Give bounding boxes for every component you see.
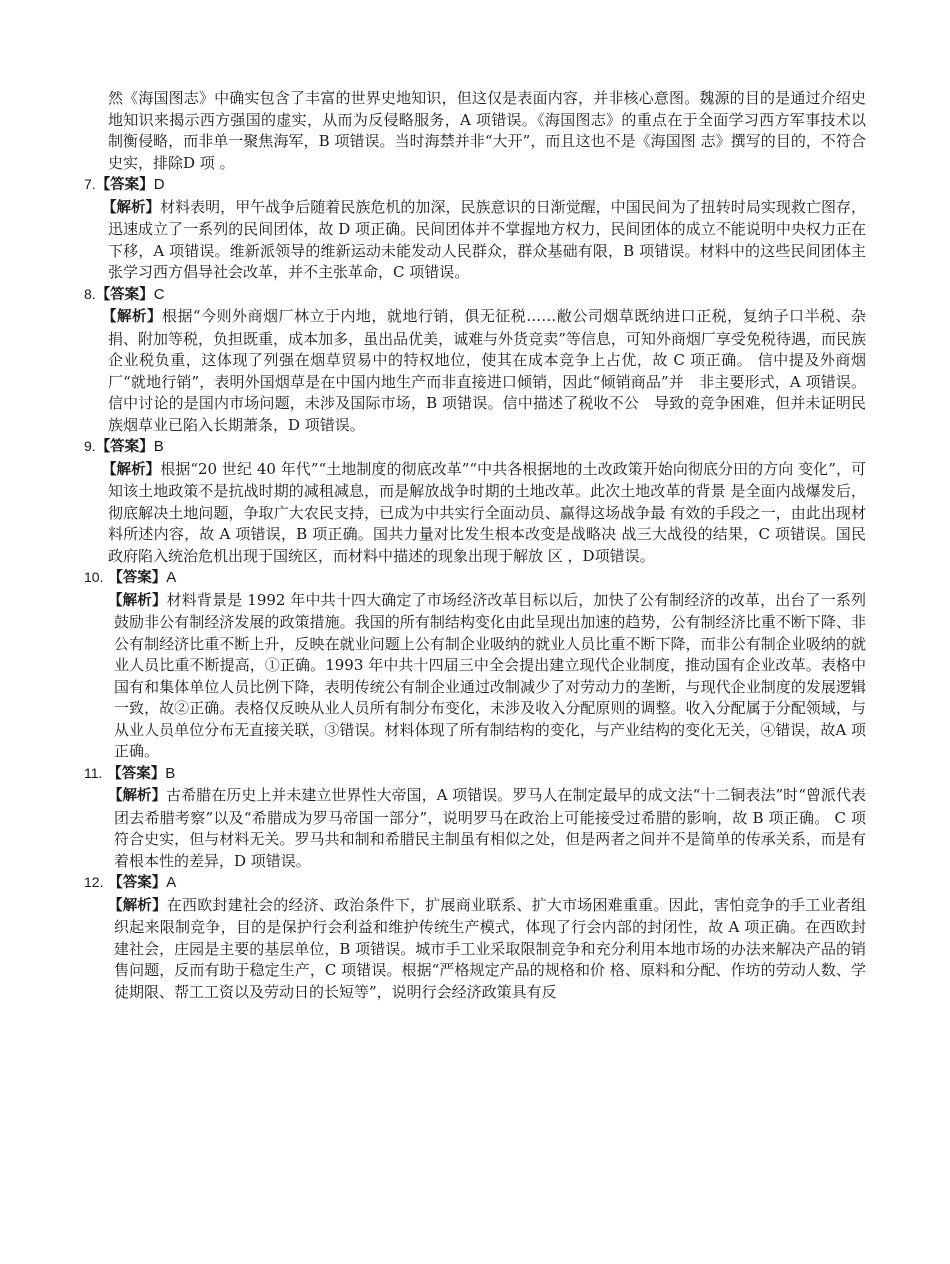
analysis-text: 在西欧封建社会的经济、政治条件下，扩展商业联系、扩大市场困难重重。因此，害怕竞争的手工业者组织起来限制竞争，目的是保护行会利益和维护传统生产模式，体现了行会内部的封闭性，故 A 项正确。在西欧封建社会，庄园是主要的基层单位，B 项错误。城市手工业采取限制竞争和充分利用本地市场的办法来解决产品的销售问题，反而有助于稳定生产，C 项错误。根据“严格规定产品的规格和价 格、原料和分配、作坊的劳动人数、学徒期限、帮工工资以及劳动日的长短等”，说明行会经济政策具有反: [114, 895, 867, 1001]
analysis-paragraph-9: [84, 459, 866, 568]
answer-label: 【答案】: [95, 286, 154, 303]
answer-value: C: [153, 285, 165, 303]
analysis-label: 【解析】: [102, 309, 162, 325]
answer-line-7: [84, 174, 866, 197]
answer-value: B: [165, 764, 176, 782]
analysis-text: 根据“今则外商烟厂林立于内地，就地行销，俱无征税……敝公司烟草既纳进口正税，复纳子口半税、杂捐、附加等税，负担既重，成本加多，虽出品优美，诚难与外货竞卖”等信息，可知外商烟厂享受免税待遇，而民族企业税负重，这体现了列强在烟草贸易中的特权地位，使其在成本竞争上占优，故 C 项正确。 信中提及外商烟厂“就地行销”，表明外国烟草是在中国内地生产而非直接进口倾销，因此“倾销商品”并 非主要形式，A 项错误。信中讨论的是国内市场问题，未涉及国际市场，B 项错误。信中描述了税收不公 导致的竞争困难，但并未证明民族烟草业已陷入长期萧条，D 项错误。: [108, 307, 866, 434]
analysis-paragraph-7: [84, 197, 866, 284]
question-number: 7.: [84, 176, 96, 192]
intro-paragraph: 然《海国图志》中确实包含了丰富的世界史地知识，但这仅是表面内容，并非核心意图。魏源的目的是通过介绍史地知识来揭示西方强国的虚实，从而为反侵略服务，A 项错误。《海国图志》的重点在于全面学习西方军事技术以制衡侵略，而非单一聚焦海军，B 项错误。当时海禁并非“大开”，而且这也不是《海国图 志》撰写的目的，不符合史实，排除D 项 。: [108, 89, 866, 172]
question-number: 10.: [84, 569, 104, 585]
answer-label: 【答案】: [108, 875, 167, 891]
answer-line-12: [84, 872, 866, 895]
analysis-label: 【解析】: [108, 592, 167, 609]
question-number: 11.: [84, 764, 103, 781]
analysis-label: 【解析】: [102, 461, 161, 478]
answer-line-8: [84, 284, 866, 307]
analysis-text: 材料表明，甲午战争后随着民族危机的加深，民族意识的日渐觉醒，中国民间为了扭转时局实现救亡图存，迅速成立了一系列的民间团体，故 D 项正确。民间团体并不掌握地方权力，民间团体的成立不能说明中央权力正在下移，A 项错误。维新派领导的维新运动未能发动人民群众，群众基础有限，B 项错误。材料中的这些民间团体主张学习西方倡导社会改革，并不主张革命，C 项错误。: [108, 197, 867, 281]
analysis-paragraph-12: [84, 895, 866, 1004]
answer-label: 【答案】: [107, 765, 166, 782]
answer-label: 【答案】: [95, 177, 154, 193]
answer-label: 【答案】: [108, 570, 167, 586]
analysis-label: 【解析】: [108, 788, 167, 804]
answer-value: A: [166, 874, 177, 891]
answer-label: 【答案】: [95, 439, 154, 455]
analysis-paragraph-10: [84, 590, 866, 763]
analysis-label: 【解析】: [102, 199, 161, 216]
answer-line-11: [84, 763, 866, 786]
answer-value: B: [153, 438, 164, 455]
answer-line-9: [84, 436, 866, 459]
answer-value: A: [166, 569, 177, 586]
analysis-paragraph-11: [84, 785, 866, 872]
analysis-text: 根据“20 世纪 40 年代”“土地制度的彻底改革”“中共各根据地的土改政策开始向彻底分田的方向 变化”，可知该土地政策不是抗战时期的减租减息，而是解放战争时期的土地改革。此次土地改革的背景 是全面内战爆发后，彻底解决土地问题，争取广大农民支持，已成为中共实行全面动员、赢得这场战争最 有效的手段之一，由此出现材料所述内容，故 A 项错误，B 项正确。国共力量对比发生根本改变是战略决 战三大战役的结果，C 项错误。国民政府陷入统治危机出现于国统区，而材料中描述的现象出现于解放 区 ，D项错误。: [108, 459, 866, 565]
analysis-text: 材料背景是 1992 年中共十四大确定了市场经济改革目标以后，加快了公有制经济的改革，出台了一系列鼓励非公有制经济发展的政策措施。我国的所有制结构变化由此呈现出加速的趋势，公有制经济比重不断下降、非公有制经济比重不断上升，反映在就业问题上公有制企业吸纳的就业人员比重不断下降，而非公有制企业吸纳的就业人员比重不断提高，①正确。1993 年中共十四届三中全会提出建立现代企业制度，推动国有企业改革。表格中国有和集体单位人员比例下降，表明传统公有制企业通过改制减少了对劳动力的垄断，与现代企业制度的发展逻辑一致，故②正确。表格仅反映从业人员所有制分布变化，未涉及收入分配原则的调整。收入分配属于分配领域，与从业人员单位分布无直接关联，③错误。材料体现了所有制结构的变化，与产业结构的变化无关，④错误，故A 项正确。: [114, 590, 866, 760]
question-number: 9.: [84, 438, 96, 454]
analysis-text: 古希腊在历史上并未建立世界性大帝国，A 项错误。罗马人在制定最早的成文法“十二铜表法”时“曾派代表团去希腊考察”以及“希腊成为罗马帝国一部分”，说明罗马在政治上可能接受过希腊的影响，故 B 项正确。 C 项符合史实，但与材料无关。罗马共和制和希腊民主制虽有相似之处，但是两者之间并不是简单的传承关系，而是有着根本性的差异，D 项错误。: [114, 786, 866, 870]
answer-value: D: [153, 176, 165, 193]
question-number: 8.: [84, 285, 96, 302]
analysis-label: 【解析】: [108, 897, 167, 914]
analysis-paragraph-8: [84, 306, 866, 436]
answer-line-10: [84, 567, 866, 590]
question-number: 12.: [84, 874, 104, 890]
